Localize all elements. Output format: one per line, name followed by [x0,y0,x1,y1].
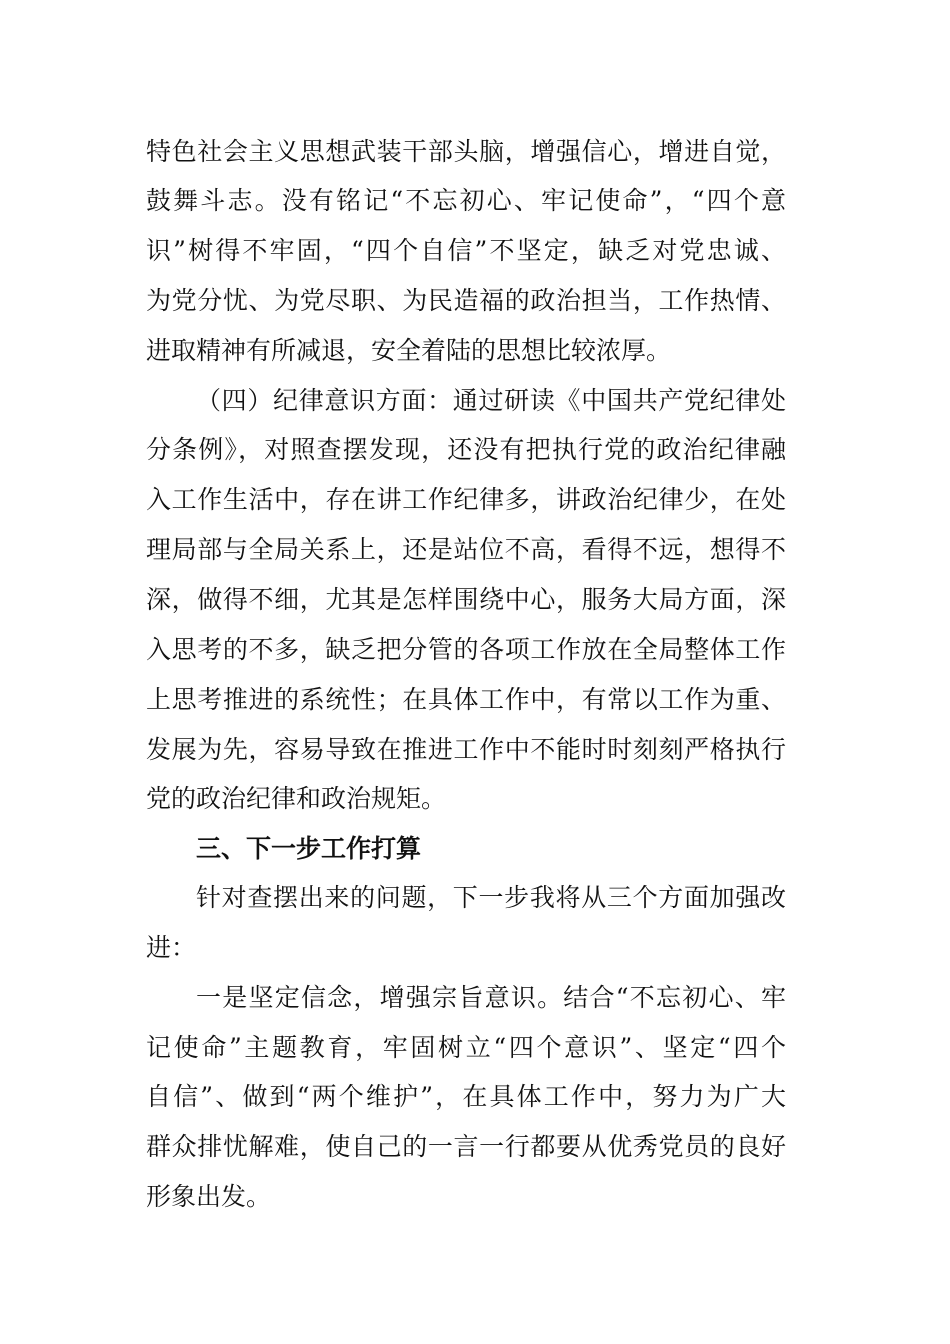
text-line: 上思考推进的系统性；在具体工作中，有常以工作为重、 [146,685,786,714]
text-line: 发展为先，容易导致在推进工作中不能时时刻刻严格执行 [146,735,786,764]
text-line: 进： [146,933,197,962]
text-line: 为党分忧、为党尽职、为民造福的政治担当，工作热情、 [146,286,786,315]
paragraph-first-line: 一是坚定信念，增强宗旨意识。结合“不忘初心、牢 [196,983,786,1012]
text-line: 入工作生活中，存在讲工作纪律多，讲政治纪律少，在处 [146,485,786,514]
text-line: 记使命”主题教育，牢固树立“四个意识”、坚定“四个 [146,1033,786,1062]
text-line: 鼓舞斗志。没有铭记“不忘初心、牢记使命”，“四个意 [146,186,786,215]
text-line: 自信”、做到“两个维护”，在具体工作中，努力为广大 [146,1082,786,1111]
paragraph-first-line: （四）纪律意识方面：通过研读《中国共产党纪律处 [196,386,786,415]
paragraph-first-line: 针对查摆出来的问题，下一步我将从三个方面加强改 [196,883,786,912]
text-line: 进取精神有所减退，安全着陆的思想比较浓厚。 [146,336,672,365]
text-line: 识”树得不牢固，“四个自信”不坚定，缺乏对党忠诚、 [146,236,786,265]
text-line: 党的政治纪律和政治规矩。 [146,784,447,813]
section-heading: 三、下一步工作打算 [196,834,422,863]
text-line: 特色社会主义思想武装干部头脑，增强信心，增进自觉， [146,137,786,166]
text-line: 群众排忧解难，使自己的一言一行都要从优秀党员的良好 [146,1132,786,1161]
text-line: 深，做得不细，尤其是怎样围绕中心，服务大局方面，深 [146,585,786,614]
text-line: 分条例》，对照查摆发现，还没有把执行党的政治纪律融 [146,435,786,464]
text-line: 理局部与全局关系上，还是站位不高，看得不远，想得不 [146,535,786,564]
text-line: 入思考的不多，缺乏把分管的各项工作放在全局整体工作 [146,635,786,664]
text-line: 形象出发。 [146,1182,272,1211]
